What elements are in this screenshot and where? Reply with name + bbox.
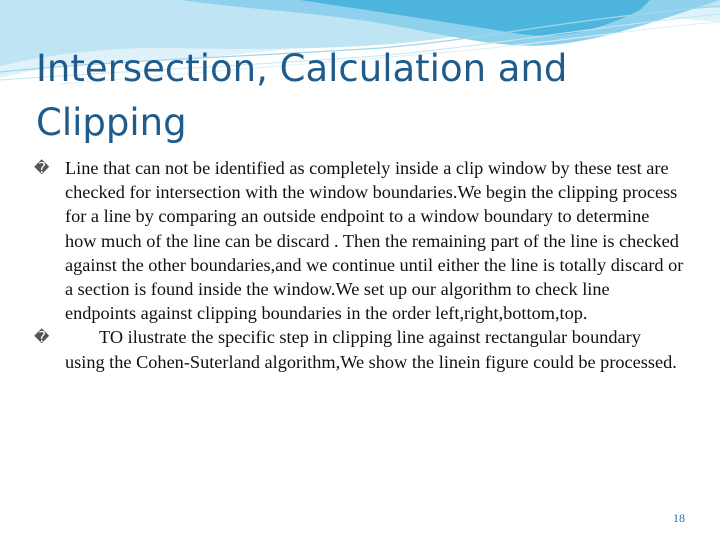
bullet-item — [34, 156, 684, 325]
bullet-text: Line that can not be identified as completely inside a clip window by these test are checked for intersection with the window boundaries.We begin the clipping process for a line by comparing an outside endpoint to a window boundary to determine how much of the line can be discard . Then the remaining part of the line is checked against the other boundaries,and we continue until either the line is totally discard or a section is found inside the window.We set up our algorithm to check line endpoints against clipping boundaries in the order left,right,bottom,top. — [65, 158, 684, 324]
slide-title: Intersection, Calculation and Clipping — [36, 47, 568, 144]
bullet-marker-icon: � — [34, 159, 50, 177]
bullet-marker-icon: � — [34, 328, 50, 347]
page-number: 18 — [673, 511, 685, 525]
bullet-item — [34, 325, 684, 373]
slide-body — [34, 156, 684, 374]
bullet-text: TO ilustrate the specific step in clipping line against rectangular boundary using the Cohen-Suterland algorithm,We show the linein figure could be processed. — [65, 327, 677, 372]
